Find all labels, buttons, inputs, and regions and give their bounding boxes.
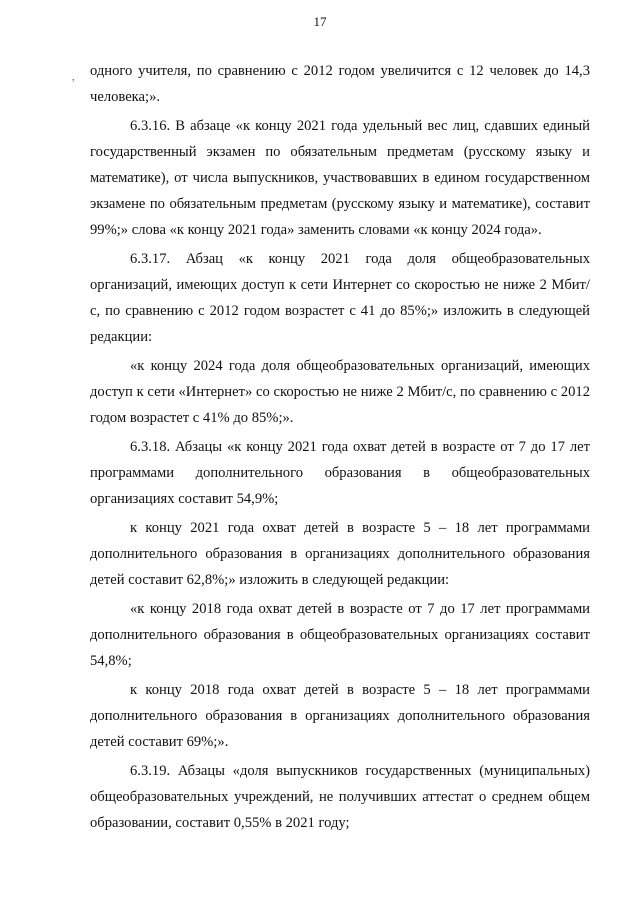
document-body — [90, 58, 590, 839]
paragraph-6-3-17: 6.3.17. Абзац «к концу 2021 года доля общеобразовательных организаций, имеющих доступ к сети Интернет со скоростью не ниже 2 Мбит/с, по сравнению с 2012 годом возрастет с 41 до 85%;» изложить в следующей редакции: — [90, 251, 590, 345]
paragraph-6-3-19: 6.3.19. Абзацы «доля выпускников государственных (муниципальных) общеобразовательных учреждений, не получивших аттестат о среднем общем образовании, составит 0,55% в 2021 году; — [90, 763, 590, 831]
paragraph-6-3-18-second-item: к концу 2021 года охват детей в возрасте 5 – 18 лет программами дополнительного образования в организациях дополнительного образования детей составит 62,8%;» изложить в следующей редакции: — [90, 520, 590, 588]
scan-speck: , — [72, 72, 75, 83]
paragraph-continuation: одного учителя, по сравнению с 2012 годом увеличится с 12 человек до 14,3 человека;». — [90, 63, 590, 105]
paragraph-6-3-18: 6.3.18. Абзацы «к концу 2021 года охват детей в возрасте от 7 до 17 лет программами дополнительного образования в общеобразовательных организациях составит 54,9%; — [90, 439, 590, 507]
page-number: 17 — [313, 14, 327, 29]
paragraph-6-3-17-new-text: «к концу 2024 года доля общеобразовательных организаций, имеющих доступ к сети «Интернет» со скоростью не ниже 2 Мбит/с, по сравнению с 2012 годом возрастет с 41% до 85%;». — [90, 358, 590, 426]
paragraph-6-3-16: 6.3.16. В абзаце «к концу 2021 года удельный вес лиц, сдавших единый государственный экзамен по обязательным предметам (русскому языку и математике), от числа выпускников, участвовавших в едином государственном экзамене по обязательным предметам (русскому языку и математике), составит 99%;» слова «к концу 2021 года» заменить словами «к концу 2024 года». — [90, 118, 590, 238]
paragraph-6-3-18-new-text-1: «к концу 2018 года охват детей в возрасте от 7 до 17 лет программами дополнительного образования в общеобразовательных организациях составит 54,8%; — [90, 601, 590, 669]
paragraph-6-3-18-new-text-2: к концу 2018 года охват детей в возрасте 5 – 18 лет программами дополнительного образования в организациях дополнительного образования детей составит 69%;». — [90, 682, 590, 750]
